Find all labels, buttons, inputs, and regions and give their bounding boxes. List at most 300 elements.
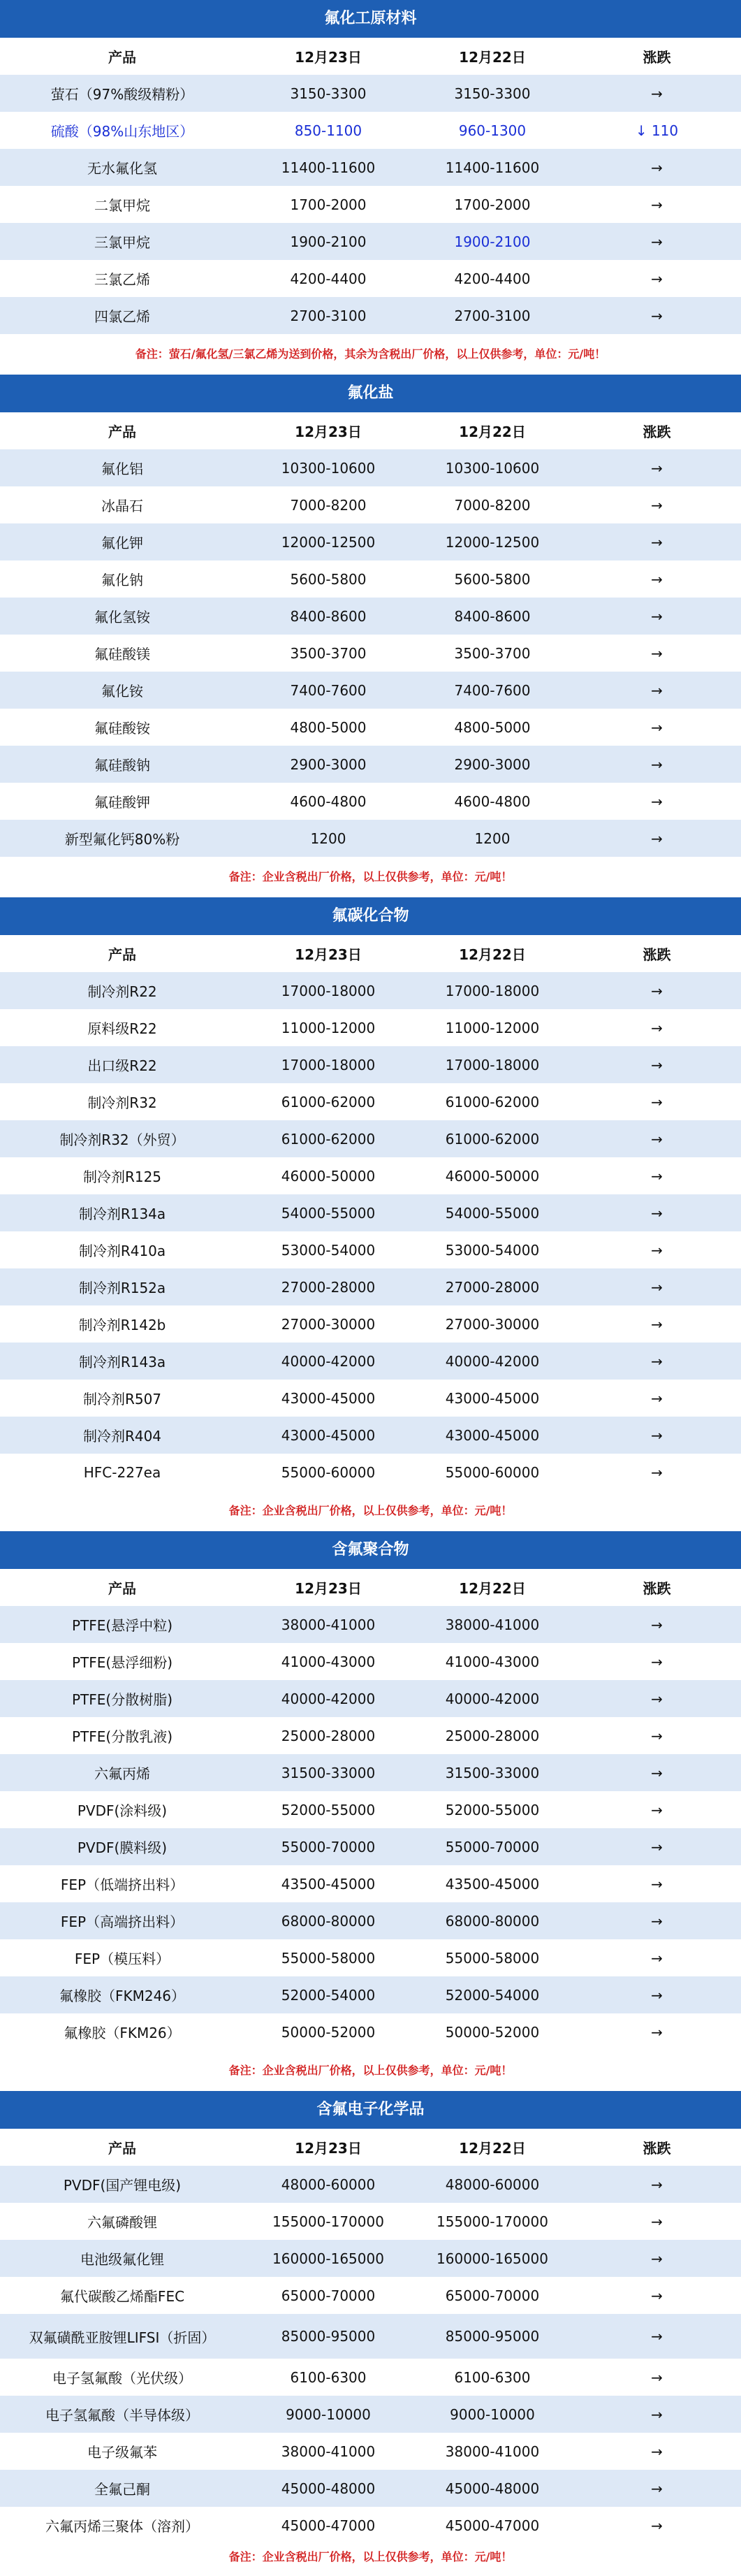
price-dec-23: 54000-55000	[281, 1204, 376, 1222]
column-header-row	[0, 38, 741, 75]
price-dec-22: 38000-41000	[445, 1616, 540, 1633]
table-row	[0, 635, 741, 672]
price-change: →	[651, 233, 663, 250]
price-dec-23: 3500-3700	[290, 644, 367, 662]
price-dec-23: 43000-45000	[281, 1426, 376, 1444]
price-dec-22: 48000-60000	[445, 2176, 540, 2193]
price-dec-23: 155000-170000	[272, 2213, 384, 2230]
price-dec-22: 27000-28000	[445, 1278, 540, 1296]
price-dec-22: 43000-45000	[445, 1426, 540, 1444]
price-change: →	[651, 2287, 663, 2304]
product-name: 三氯甲烷	[94, 234, 150, 251]
product-name: PTFE(悬浮中粒)	[71, 1617, 173, 1634]
column-header: 12月23日	[295, 1580, 362, 1597]
price-change: →	[651, 459, 663, 477]
product-name: 制冷剂R410a	[78, 1243, 166, 1259]
price-change: →	[651, 533, 663, 551]
column-header: 12月22日	[459, 49, 526, 66]
table-row	[0, 1754, 741, 1791]
price-dec-23: 38000-41000	[281, 2443, 376, 2460]
price-dec-23: 40000-42000	[281, 1352, 376, 1370]
price-dec-23: 41000-43000	[281, 1653, 376, 1670]
price-dec-22: 52000-55000	[445, 1801, 540, 1818]
price-dec-23: 52000-54000	[281, 1986, 376, 2004]
price-dec-23: 7000-8200	[290, 496, 367, 514]
price-dec-22: 27000-30000	[445, 1315, 540, 1333]
price-dec-22: 68000-80000	[445, 1912, 540, 1930]
product-name: 制冷剂R507	[82, 1391, 162, 1408]
price-dec-23: 55000-70000	[281, 1838, 376, 1855]
price-section	[0, 897, 741, 1531]
price-dec-23: 8400-8600	[290, 607, 367, 625]
price-change: →	[651, 1463, 663, 1481]
column-header: 12月22日	[459, 946, 526, 963]
price-dec-23: 5600-5800	[290, 570, 367, 588]
price-change: →	[651, 1986, 663, 2004]
table-row	[0, 1606, 741, 1643]
price-change: →	[651, 1241, 663, 1259]
table-row	[0, 2433, 741, 2470]
price-dec-23: 1900-2100	[290, 233, 367, 250]
table-row	[0, 2396, 741, 2433]
price-dec-22: 160000-165000	[436, 2250, 548, 2267]
column-header-row	[0, 935, 741, 972]
price-dec-23: 52000-55000	[281, 1801, 376, 1818]
price-dec-22: 6100-6300	[454, 2368, 531, 2386]
product-name: 电子氢氟酸（光伏级）	[52, 2370, 192, 2387]
price-dec-22: 11000-12000	[445, 1019, 540, 1036]
price-dec-23: 55000-60000	[281, 1463, 376, 1481]
section-note: 备注：萤石/氟化氢/三氯乙烯为送到价格，其余为含税出厂价格，以上仅供参考，单位：元/吨！	[135, 347, 606, 361]
price-change: →	[651, 2443, 663, 2460]
price-dec-22: 55000-58000	[445, 1949, 540, 1967]
product-name: FEP（低端挤出料）	[60, 1876, 184, 1893]
price-dec-23: 9000-10000	[286, 2405, 371, 2423]
table-row	[0, 560, 741, 598]
price-dec-23: 38000-41000	[281, 1616, 376, 1633]
table-row	[0, 1680, 741, 1717]
price-dec-22: 17000-18000	[445, 1056, 540, 1073]
price-change: →	[651, 982, 663, 999]
table-row	[0, 1902, 741, 1939]
table-row	[0, 2507, 741, 2544]
price-change: →	[651, 1838, 663, 1855]
product-name: 制冷剂R125	[82, 1168, 162, 1185]
price-dec-22: 4800-5000	[454, 718, 531, 736]
product-name: PVDF(国产锂电级)	[63, 2177, 182, 2194]
product-name: 新型氟化钙80%粉	[64, 831, 180, 848]
price-dec-22: 1900-2100	[454, 233, 531, 250]
price-dec-22: 8400-8600	[454, 607, 531, 625]
price-dec-22: 4600-4800	[454, 793, 531, 810]
price-change: →	[651, 2213, 663, 2230]
price-dec-22: 1200	[474, 830, 511, 847]
table-row	[0, 1791, 741, 1828]
price-dec-23: 45000-48000	[281, 2480, 376, 2497]
price-dec-22: 1700-2000	[454, 196, 531, 213]
price-dec-23: 7400-7600	[290, 681, 367, 699]
product-name: 三氯乙烯	[94, 271, 150, 288]
price-dec-22: 43000-45000	[445, 1389, 540, 1407]
price-dec-22: 25000-28000	[445, 1727, 540, 1744]
price-change: →	[651, 1167, 663, 1185]
price-change: →	[651, 1764, 663, 1781]
price-dec-22: 40000-42000	[445, 1352, 540, 1370]
price-dec-22: 54000-55000	[445, 1204, 540, 1222]
table-row	[0, 1046, 741, 1083]
column-header: 产品	[108, 49, 136, 66]
price-change: →	[651, 830, 663, 847]
table-row	[0, 1865, 741, 1902]
price-change: →	[651, 1653, 663, 1670]
price-dec-23: 4200-4400	[290, 270, 367, 287]
product-name: 氟硅酸镁	[94, 646, 150, 663]
price-dec-22: 2900-3000	[454, 755, 531, 773]
table-row	[0, 1083, 741, 1120]
table-row	[0, 75, 741, 112]
price-dec-22: 61000-62000	[445, 1093, 540, 1110]
price-dec-23: 10300-10600	[281, 459, 376, 477]
product-name: 制冷剂R134a	[78, 1206, 166, 1222]
price-change: →	[651, 2405, 663, 2423]
table-row	[0, 1380, 741, 1417]
column-header: 涨跌	[643, 424, 671, 440]
price-change: →	[651, 644, 663, 662]
product-name: 制冷剂R143a	[78, 1354, 166, 1370]
column-header: 产品	[108, 946, 136, 963]
table-row	[0, 2203, 741, 2240]
table-row	[0, 746, 741, 783]
product-name: 氟硅酸铵	[94, 720, 150, 737]
price-dec-22: 2700-3100	[454, 307, 531, 324]
product-name: 电池级氟化锂	[80, 2251, 164, 2268]
price-change: →	[651, 1727, 663, 1744]
table-row	[0, 260, 741, 297]
table-row	[0, 1157, 741, 1194]
table-row	[0, 449, 741, 486]
price-dec-22: 55000-70000	[445, 1838, 540, 1855]
price-change: →	[651, 1389, 663, 1407]
table-row	[0, 1194, 741, 1231]
table-row	[0, 972, 741, 1009]
price-dec-23: 27000-28000	[281, 1278, 376, 1296]
price-change: →	[651, 1278, 663, 1296]
table-row	[0, 149, 741, 186]
price-dec-22: 41000-43000	[445, 1653, 540, 1670]
price-dec-23: 85000-95000	[281, 2328, 376, 2345]
price-change: →	[651, 1204, 663, 1222]
price-section	[0, 375, 741, 897]
column-header: 12月23日	[295, 946, 362, 963]
column-header-row	[0, 412, 741, 449]
table-row	[0, 2277, 741, 2314]
price-dec-23: 1200	[310, 830, 346, 847]
price-change: →	[651, 718, 663, 736]
price-dec-23: 61000-62000	[281, 1093, 376, 1110]
product-name: 冰晶石	[101, 498, 143, 514]
price-dec-22: 38000-41000	[445, 2443, 540, 2460]
price-change: →	[651, 2023, 663, 2041]
section-title: 氟化工原材料	[0, 0, 741, 38]
column-header: 12月23日	[295, 49, 362, 66]
price-dec-22: 55000-60000	[445, 1463, 540, 1481]
table-row	[0, 297, 741, 334]
product-name: FEP（模压料）	[74, 1951, 170, 1967]
price-change: →	[651, 85, 663, 102]
price-change: →	[651, 1616, 663, 1633]
table-row	[0, 2470, 741, 2507]
price-change: →	[651, 2250, 663, 2267]
price-dec-22: 46000-50000	[445, 1167, 540, 1185]
column-header: 12月23日	[295, 424, 362, 440]
column-header: 涨跌	[643, 946, 671, 963]
column-header: 产品	[108, 2140, 136, 2157]
product-name: 硫酸（98%山东地区）	[50, 123, 194, 140]
price-change: →	[651, 159, 663, 176]
price-dec-22: 155000-170000	[436, 2213, 548, 2230]
product-name: 六氟丙烯	[94, 1765, 150, 1782]
price-dec-22: 65000-70000	[445, 2287, 540, 2304]
table-row	[0, 112, 741, 149]
price-change: →	[651, 1056, 663, 1073]
price-dec-22: 52000-54000	[445, 1986, 540, 2004]
section-title: 氟碳化合物	[0, 897, 741, 935]
price-dec-22: 960-1300	[458, 122, 527, 139]
price-dec-22: 17000-18000	[445, 982, 540, 999]
price-dec-22: 61000-62000	[445, 1130, 540, 1148]
price-dec-23: 61000-62000	[281, 1130, 376, 1148]
price-dec-23: 46000-50000	[281, 1167, 376, 1185]
price-change: →	[651, 2368, 663, 2386]
product-name: PTFE(悬浮细粉)	[71, 1654, 173, 1671]
column-header: 12月22日	[459, 2140, 526, 2157]
price-dec-23: 12000-12500	[281, 533, 376, 551]
price-change: →	[651, 1019, 663, 1036]
product-name: 氟化钾	[101, 535, 143, 551]
section-note: 备注：企业含税出厂价格，以上仅供参考，单位：元/吨！	[228, 1504, 513, 1517]
price-dec-23: 11400-11600	[281, 159, 376, 176]
table-row	[0, 1343, 741, 1380]
price-dec-22: 5600-5800	[454, 570, 531, 588]
product-name: 出口级R22	[87, 1057, 157, 1074]
price-change: →	[651, 1426, 663, 1444]
price-change: →	[651, 2328, 663, 2345]
column-header: 12月22日	[459, 424, 526, 440]
price-dec-23: 68000-80000	[281, 1912, 376, 1930]
product-name: 氟硅酸钾	[94, 794, 150, 811]
price-section	[0, 2091, 741, 2570]
product-name: 氟化铵	[101, 683, 143, 700]
column-header: 涨跌	[643, 49, 671, 66]
price-change: →	[651, 1875, 663, 1893]
table-row	[0, 1976, 741, 2013]
product-name: 萤石（97%酸级精粉）	[50, 86, 194, 103]
column-header-row	[0, 1569, 741, 1606]
price-change: →	[651, 681, 663, 699]
product-name: 制冷剂R152a	[78, 1280, 166, 1296]
product-name: 全氟己酮	[94, 2481, 150, 2498]
table-row	[0, 709, 741, 746]
table-row	[0, 1231, 741, 1268]
table-row	[0, 2314, 741, 2359]
price-dec-22: 85000-95000	[445, 2328, 540, 2345]
product-name: HFC-227ea	[83, 1463, 161, 1481]
price-dec-23: 17000-18000	[281, 982, 376, 999]
product-name: PVDF(涂料级)	[77, 1802, 168, 1819]
price-dec-23: 45000-47000	[281, 2517, 376, 2534]
price-change: →	[651, 2176, 663, 2193]
price-dec-23: 48000-60000	[281, 2176, 376, 2193]
table-row	[0, 820, 741, 857]
price-change: →	[651, 1949, 663, 1967]
price-dec-23: 43000-45000	[281, 1389, 376, 1407]
price-change: →	[651, 1130, 663, 1148]
price-dec-23: 3150-3300	[290, 85, 367, 102]
product-name: 电子级氟苯	[87, 2444, 157, 2461]
price-dec-23: 50000-52000	[281, 2023, 376, 2041]
product-name: FEP（高端挤出料）	[60, 1913, 184, 1930]
price-change: ↓ 110	[635, 122, 679, 139]
section-title: 含氟聚合物	[0, 1531, 741, 1569]
price-dec-23: 2900-3000	[290, 755, 367, 773]
price-change: →	[651, 607, 663, 625]
price-dec-23: 43500-45000	[281, 1875, 376, 1893]
price-dec-22: 7000-8200	[454, 496, 531, 514]
price-section	[0, 1531, 741, 2091]
product-name: 双氟磺酰亚胺锂LIFSI（折固）	[29, 2329, 216, 2346]
price-change: →	[651, 2517, 663, 2534]
table-row	[0, 1417, 741, 1454]
price-section	[0, 0, 741, 375]
column-header-row	[0, 2129, 741, 2166]
price-change: →	[651, 1690, 663, 1707]
table-row	[0, 2013, 741, 2050]
price-dec-22: 12000-12500	[445, 533, 540, 551]
price-change: →	[651, 793, 663, 810]
price-change: →	[651, 496, 663, 514]
table-row	[0, 1268, 741, 1305]
product-name: 原料级R22	[87, 1020, 157, 1037]
table-row	[0, 1009, 741, 1046]
table-row	[0, 1939, 741, 1976]
table-row	[0, 223, 741, 260]
price-dec-22: 4200-4400	[454, 270, 531, 287]
section-note: 备注：企业含税出厂价格，以上仅供参考，单位：元/吨！	[228, 870, 513, 883]
product-name: 氟化铝	[101, 461, 143, 477]
table-row	[0, 1120, 741, 1157]
price-dec-22: 40000-42000	[445, 1690, 540, 1707]
price-dec-23: 4600-4800	[290, 793, 367, 810]
price-dec-23: 17000-18000	[281, 1056, 376, 1073]
product-name: 制冷剂R404	[82, 1428, 162, 1445]
product-name: 氟化氢铵	[94, 609, 150, 625]
price-change: →	[651, 1315, 663, 1333]
table-row	[0, 1643, 741, 1680]
price-change: →	[651, 270, 663, 287]
section-note: 备注：企业含税出厂价格，以上仅供参考，单位：元/吨！	[228, 2550, 513, 2563]
price-dec-23: 55000-58000	[281, 1949, 376, 1967]
product-name: 氟硅酸钠	[94, 757, 150, 774]
product-name: PVDF(膜料级)	[77, 1839, 168, 1856]
price-dec-23: 65000-70000	[281, 2287, 376, 2304]
product-name: 六氟丙烯三聚体（溶剂）	[45, 2518, 199, 2535]
section-title: 含氟电子化学品	[0, 2091, 741, 2129]
product-name: PTFE(分散树脂)	[71, 1691, 173, 1708]
price-dec-22: 31500-33000	[445, 1764, 540, 1781]
table-row	[0, 2359, 741, 2396]
price-change: →	[651, 1912, 663, 1930]
price-dec-22: 10300-10600	[445, 459, 540, 477]
price-dec-23: 31500-33000	[281, 1764, 376, 1781]
price-dec-23: 1700-2000	[290, 196, 367, 213]
price-dec-23: 160000-165000	[272, 2250, 384, 2267]
table-row	[0, 672, 741, 709]
price-dec-22: 53000-54000	[445, 1241, 540, 1259]
product-name: 制冷剂R142b	[78, 1317, 166, 1333]
price-change: →	[651, 196, 663, 213]
product-name: 制冷剂R22	[87, 983, 157, 1000]
price-dec-22: 50000-52000	[445, 2023, 540, 2041]
price-dec-22: 45000-47000	[445, 2517, 540, 2534]
table-row	[0, 598, 741, 635]
price-dec-22: 45000-48000	[445, 2480, 540, 2497]
product-name: 无水氟化氢	[87, 160, 157, 177]
price-dec-23: 53000-54000	[281, 1241, 376, 1259]
table-row	[0, 1454, 741, 1491]
price-dec-23: 850-1100	[294, 122, 362, 139]
price-dec-22: 9000-10000	[450, 2405, 535, 2423]
price-dec-23: 6100-6300	[290, 2368, 367, 2386]
price-dec-23: 11000-12000	[281, 1019, 376, 1036]
product-name: PTFE(分散乳液)	[71, 1728, 173, 1745]
table-row	[0, 783, 741, 820]
column-header: 12月22日	[459, 1580, 526, 1597]
section-title: 氟化盐	[0, 375, 741, 412]
price-change: →	[651, 307, 663, 324]
price-change: →	[651, 1801, 663, 1818]
price-change: →	[651, 755, 663, 773]
price-dec-23: 2700-3100	[290, 307, 367, 324]
table-row	[0, 2240, 741, 2277]
product-name: 氟化钠	[101, 572, 143, 588]
price-dec-23: 40000-42000	[281, 1690, 376, 1707]
product-name: 氟橡胶（FKM26）	[64, 2025, 181, 2041]
product-name: 二氯甲烷	[94, 197, 150, 214]
price-dec-23: 4800-5000	[290, 718, 367, 736]
price-change: →	[651, 1352, 663, 1370]
table-row	[0, 486, 741, 523]
price-dec-23: 25000-28000	[281, 1727, 376, 1744]
product-name: 氟代碳酸乙烯酯FEC	[59, 2288, 185, 2305]
product-name: 制冷剂R32（外贸）	[59, 1131, 185, 1148]
column-header: 12月23日	[295, 2140, 362, 2157]
table-row	[0, 2166, 741, 2203]
price-dec-22: 11400-11600	[445, 159, 540, 176]
price-dec-22: 3150-3300	[454, 85, 531, 102]
section-note: 备注：企业含税出厂价格，以上仅供参考，单位：元/吨！	[228, 2064, 513, 2077]
product-name: 电子氢氟酸（半导体级）	[45, 2407, 199, 2424]
column-header: 涨跌	[643, 1580, 671, 1597]
table-row	[0, 1828, 741, 1865]
product-name: 六氟磷酸锂	[87, 2214, 157, 2231]
column-header: 涨跌	[643, 2140, 671, 2157]
product-name: 氟橡胶（FKM246）	[59, 1988, 186, 2004]
price-dec-22: 43500-45000	[445, 1875, 540, 1893]
price-change: →	[651, 570, 663, 588]
price-change: →	[651, 1093, 663, 1110]
price-change: →	[651, 2480, 663, 2497]
price-dec-23: 27000-30000	[281, 1315, 376, 1333]
